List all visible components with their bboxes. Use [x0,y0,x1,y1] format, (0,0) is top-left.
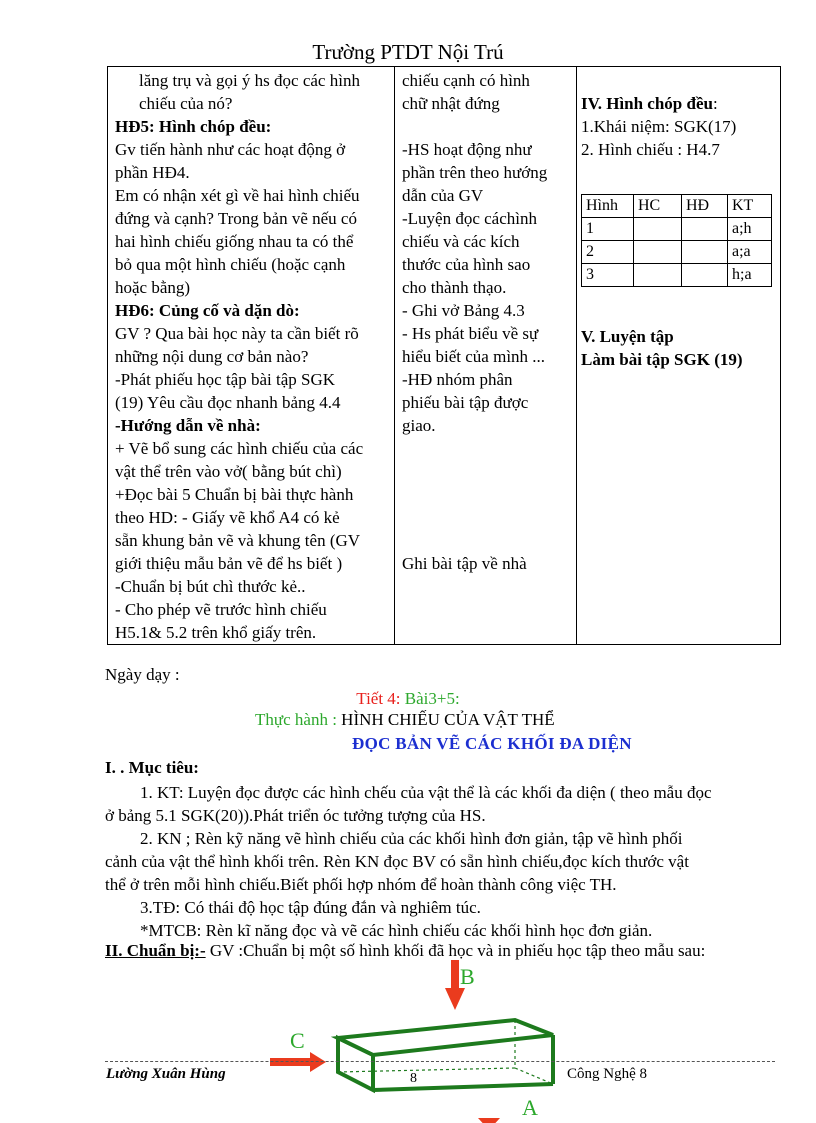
teacher-line: Em có nhận xét gì về hai hình chiếu [115,186,360,205]
student-line [402,437,571,460]
kt-row [582,218,772,241]
section-iv-heading: IV. Hình chóp đều: [581,94,718,113]
kt-cell: a;h [728,218,772,241]
student-line: giao. [402,416,436,435]
student-line: cho thành thạo. [402,278,507,297]
student-line: -HS hoạt động như [402,140,532,159]
kt-cell: h;a [728,264,772,287]
objectives-heading: I. . Mục tiêu: [105,758,199,777]
teacher-line: -Hướng dẫn về nhà: [115,416,261,435]
kt-cell [682,218,728,241]
student-line: -Luyện đọc cáchình [402,209,537,228]
projection-line: 2. Hình chiếu : H4.7 [581,140,720,159]
teacher-line: - Cho phép vẽ trước hình chiếu [115,600,327,619]
exercise-line: Làm bài tập SGK (19) [581,350,743,369]
prism-figure [260,960,580,1123]
teacher-line: hai hình chiếu giống nhau ta có thể [115,232,354,251]
label-b: B [460,964,475,989]
teacher-line: GV ? Qua bài học này ta cần biết rõ [115,324,359,343]
teacher-line: + Vẽ bổ sung các hình chiếu của các [115,439,364,458]
prism-shape [338,1020,553,1090]
student-line [402,506,571,529]
objectives-body: 1. KT: Luyện đọc được các hình chếu của vật thể là các khối đa diện ( theo mẫu đọc ở bảng 5.1 SGK(20)).Phát triển óc tưởng tượng của HS. 2. KN ; Rèn kỹ năng vẽ hình chiếu của các khối hình đơn giản, tập vẽ hình phối cảnh của vật thể hình khối trên. Rèn KN đọc BV có sẵn hình chiếu,đọc kích thước vật thể ở trên mỗi hình chiếu.Biết phối hợp nhóm để hoàn thành công việc TH. 3.TĐ: Có thái độ học tập đúng đắn và nghiêm túc. *MTCB: Rèn kĩ năng đọc và vẽ các hình chiếu các khối hình học đơn giản. [105,783,712,940]
teacher-line: -Phát phiếu học tập bài tập SGK [115,370,336,389]
content-cell [577,67,781,645]
student-line: hiểu biết của mình ... [402,347,546,366]
footer-author: Lường Xuân Hùng [106,1066,226,1082]
arrow-c-shaft [270,1058,312,1066]
arrow-c-head [310,1052,326,1072]
lesson-title: Thực hành : HÌNH CHIẾU CỦA VẬT THỂ [255,710,555,729]
footer-subject: Công Nghệ 8 [567,1066,647,1082]
student-line [402,483,571,506]
teacher-line: theo HD: - Giấy vẽ khổ A4 có kẻ [115,508,340,527]
teacher-activities-cell [108,67,395,645]
kt-row [582,241,772,264]
teacher-line: +Đọc bài 5 Chuẩn bị bài thực hành [115,485,354,504]
teacher-line: hoặc bằng) [115,278,191,297]
student-line: Ghi bài tập về nhà [402,554,527,573]
student-line [402,529,571,552]
student-line: - Hs phát biểu về sự [402,324,539,343]
student-line: phiếu bài tập được [402,393,529,412]
teacher-line: sẵn khung bản vẽ và khung tên (GV [115,531,361,550]
kt-cell [682,264,728,287]
label-c: C [290,1028,305,1053]
student-line: -HĐ nhóm phân [402,370,513,389]
teacher-line: bỏ qua một hình chiếu (hoặc cạnh [115,255,346,274]
arrow-a-head [478,1118,500,1123]
teacher-line: HĐ6: Củng cố và dặn dò: [115,301,300,320]
teacher-line: Gv tiến hành như các hoạt động ở [115,140,346,159]
kt-cell [634,264,682,287]
lesson-subtitle: ĐỌC BẢN VẼ CÁC KHỐI ĐA DIỆN [352,734,632,753]
student-line: thước của hình sao [402,255,531,274]
kt-header-cell: HC [634,195,682,218]
kt-cell [682,241,728,264]
lesson-number: Tiết 4: Bài3+5: [356,689,460,708]
teacher-line: (19) Yêu cầu đọc nhanh bảng 4.4 [115,393,341,412]
student-line [402,460,571,483]
teacher-line: HĐ5: Hình chóp đều: [115,117,272,136]
section-v-heading: V. Luyện tập [581,327,674,346]
teacher-line: lăng trụ và gọi ý hs đọc các hình [139,71,360,90]
student-line: phần trên theo hướng [402,163,548,182]
teacher-line: -Chuẩn bị bút chì thước kẻ.. [115,577,306,596]
teacher-line: giới thiệu mẫu bản vẽ để hs biết ) [115,554,343,573]
student-activities-cell [395,67,577,645]
preparation-line: II. Chuẩn bị:- GV :Chuẩn bị một số hình khối đã học và in phiếu học tập theo mẫu sau: [105,941,706,960]
kt-cell: 1 [582,218,634,241]
student-line [402,115,571,138]
footer-divider [105,1061,775,1062]
lesson-table [107,66,781,645]
teaching-date: Ngày dạy : [105,665,180,684]
teacher-line: phần HĐ4. [115,163,190,182]
teacher-line: vật thể trên vào vở( bằng bút chì) [115,462,342,481]
teacher-line: chiếu của nó? [139,94,233,113]
kt-cell: 3 [582,264,634,287]
arrow-b-shaft [451,960,459,990]
page-header: Trường PTDT Nội Trú [312,40,504,64]
student-line: chiếu và các kích [402,232,520,251]
concept-line: 1.Khái niệm: SGK(17) [581,117,737,136]
kt-cell [634,218,682,241]
kt-row [582,264,772,287]
kt-cell: 2 [582,241,634,264]
kt-cell [634,241,682,264]
student-line: chữ nhật đứng [402,94,500,113]
teacher-line: H5.1& 5.2 trên khổ giấy trên. [115,623,317,642]
dimension-label: 8 [410,1071,417,1086]
kt-cell: a;a [728,241,772,264]
arrow-b-head [445,988,465,1010]
teacher-line: những nội dung cơ bản nào? [115,347,309,366]
kt-header-cell: KT [728,195,772,218]
kt-table [581,194,772,287]
kt-header-cell: HĐ [682,195,728,218]
label-a: A [522,1095,538,1120]
student-line: - Ghi vở Bảng 4.3 [402,301,525,320]
kt-header-cell: Hình [582,195,634,218]
teacher-line: đứng và cạnh? Trong bản vẽ nếu có [115,209,357,228]
student-line: chiếu cạnh có hình [402,71,530,90]
student-line: dẫn của GV [402,186,484,205]
